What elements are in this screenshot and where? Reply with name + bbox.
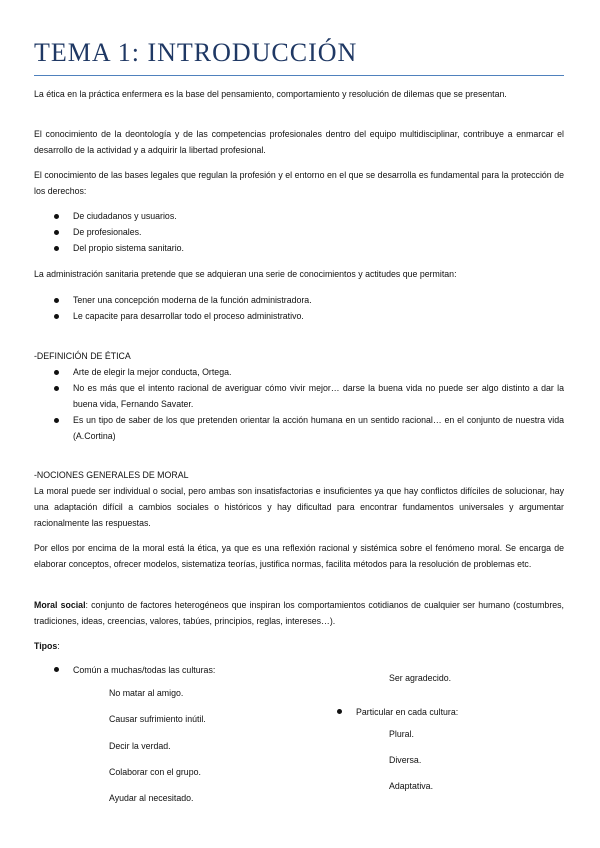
bullet-icon xyxy=(54,386,59,391)
ethics-list xyxy=(54,364,564,444)
intro-paragraph-3: El conocimiento de las bases legales que regulan la profesión y el entorno en el que se desarrolla es fundamental para la protección de los derechos: xyxy=(34,170,564,196)
common-type-4: Colaborar con el grupo. xyxy=(109,767,201,777)
rights-list xyxy=(54,208,564,256)
moral-paragraph-2: Por ellos por encima de la moral está la ética, ya que es una reflexión racional y sistémica sobre el fenómeno moral. Se encarga de elaborar conceptos, ofrecer modelos, sistematiza teorías, justifica normas, facilita métodos para la resolución de problemas etc. xyxy=(34,543,564,569)
particular-types-item: Particular en cada cultura: xyxy=(337,704,458,720)
bullet-icon xyxy=(54,314,59,319)
moral-social-text: : conjunto de factores heterogéneos que inspiran los comportamientos cotidianos de cualquier ser humano (costumbres, tradiciones, ideas, creencias, valores, tabúes, principios, reglas, intereses…). xyxy=(34,600,564,626)
list-item: De profesionales. xyxy=(54,224,564,240)
list-item: Tener una concepción moderna de la función administradora. xyxy=(54,292,564,308)
bullet-icon xyxy=(54,298,59,303)
title-underline xyxy=(34,75,564,76)
admin-paragraph: La administración sanitaria pretende que se adquieran una serie de conocimientos y actitudes que permitan: xyxy=(34,269,457,279)
list-item: Arte de elegir la mejor conducta, Ortega. xyxy=(54,364,564,380)
particular-type-3: Adaptativa. xyxy=(389,781,434,791)
list-item: Es un tipo de saber de los que pretenden orientar la acción humana en un sentido racional… en el conjunto de nuestra vida (A.Cortina) xyxy=(54,412,564,444)
intro-paragraph-1: La ética en la práctica enfermera es la base del pensamiento, comportamiento y resolución de dilemas que se presentan. xyxy=(34,89,507,99)
common-types-item: Común a muchas/todas las culturas: xyxy=(54,662,215,678)
common-type-3: Decir la verdad. xyxy=(109,741,171,751)
common-type-1: No matar al amigo. xyxy=(109,688,184,698)
ethics-heading: -DEFINICIÓN DE ÉTICA xyxy=(34,351,131,361)
list-item: Del propio sistema sanitario. xyxy=(54,240,564,256)
types-heading: Tipos: xyxy=(34,641,60,651)
bullet-icon xyxy=(54,370,59,375)
page-title: TEMA 1: INTRODUCCIÓN xyxy=(34,38,358,67)
list-item: De ciudadanos y usuarios. xyxy=(54,208,564,224)
bullet-icon xyxy=(54,230,59,235)
intro-paragraph-2: El conocimiento de la deontología y de las competencias profesionales dentro del equipo multidisciplinar, contribuye a enmarcar el desarrollo de la actividad y a adquirir la libertad profesional. xyxy=(34,129,564,155)
list-item: Le capacite para desarrollar todo el proceso administrativo. xyxy=(54,308,564,324)
common-type-5: Ayudar al necesitado. xyxy=(109,793,194,803)
moral-paragraph-1: La moral puede ser individual o social, pero ambas son insatisfactorias e insuficientes ya que hay conflictos difíciles de solucionar, hay una adaptación difícil a cambios sociales o históricos y hay dificultad para encontrar fundamentos universales y argumentar racionalmente las respuestas. xyxy=(34,486,564,528)
particular-type-1: Plural. xyxy=(389,729,414,739)
common-type-2: Causar sufrimiento inútil. xyxy=(109,714,206,724)
list-item: No es más que el intento racional de averiguar cómo vivir mejor… darse la buena vida no puede ser algo distinto a dar la buena vida, Fernando Savater. xyxy=(54,380,564,412)
particular-type-2: Diversa. xyxy=(389,755,422,765)
moral-heading: -NOCIONES GENERALES DE MORAL xyxy=(34,470,189,480)
moral-social-label: Moral social xyxy=(34,600,86,610)
admin-list xyxy=(54,292,564,324)
moral-social-paragraph xyxy=(34,597,564,629)
bullet-icon xyxy=(54,667,59,672)
common-type-6: Ser agradecido. xyxy=(389,673,452,683)
bullet-icon xyxy=(337,709,342,714)
bullet-icon xyxy=(54,246,59,251)
bullet-icon xyxy=(54,214,59,219)
bullet-icon xyxy=(54,418,59,423)
